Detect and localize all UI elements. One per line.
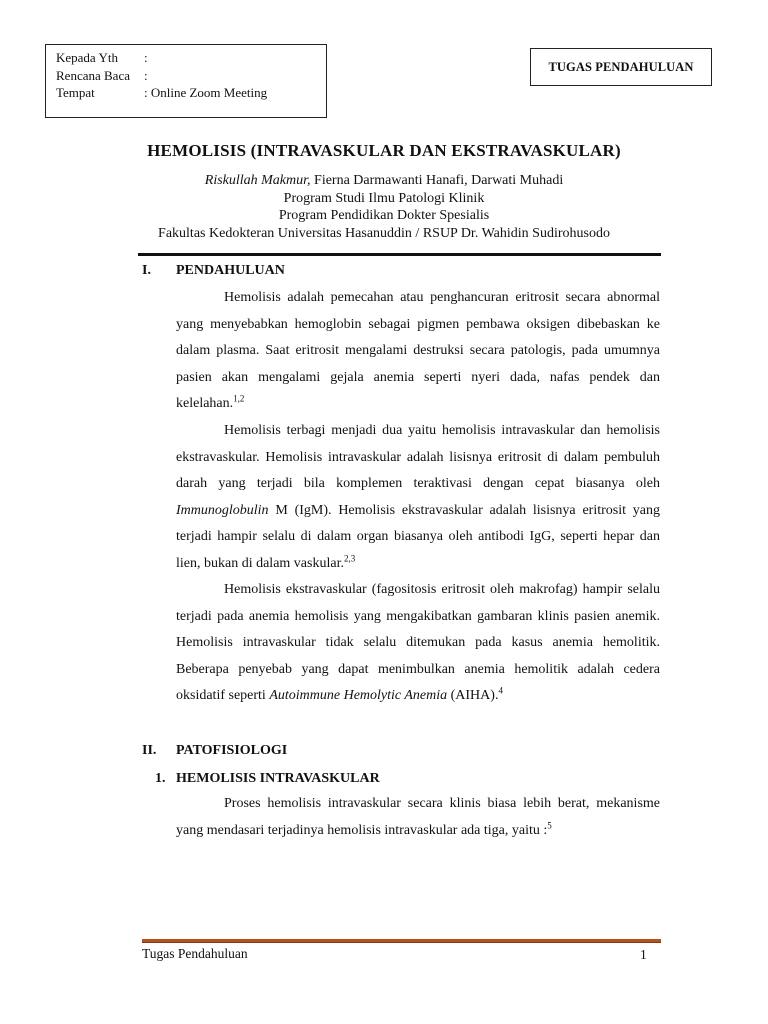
meta-label: Rencana Baca bbox=[56, 67, 130, 83]
document-type-tag bbox=[530, 48, 712, 86]
paragraph-4 bbox=[176, 791, 660, 844]
paragraph-4-text: Proses hemolisis intravaskular secara klinis biasa lebih berat, mekanisme yang mendasari terjadinya hemolisis intravaskular ada tiga, yaitu : bbox=[176, 796, 660, 838]
paragraph-2 bbox=[176, 418, 660, 577]
subsection-1-number: 1. bbox=[155, 771, 166, 786]
meta-row-recipient bbox=[56, 49, 316, 67]
citation-ref: 1,2 bbox=[233, 393, 245, 404]
citation-ref: 5 bbox=[547, 819, 552, 830]
meta-value: : bbox=[144, 67, 148, 83]
author-line bbox=[0, 172, 768, 190]
paragraph-2-emphasis: Immunoglobulin bbox=[176, 502, 269, 518]
paragraph-2-text-b: M (IgM). Hemolisis ekstravaskular adalah lisisnya eritrosit yang terjadi hampir selalu di dalam organ biasanya oleh antibodi IgG, seperti hepar dan lien, bukan di dalam vaskular. bbox=[176, 502, 660, 571]
meta-value: : Online Zoom Meeting bbox=[144, 85, 268, 100]
page-number: 1 bbox=[640, 947, 647, 962]
meta-label: Kepada Yth bbox=[56, 50, 118, 65]
meta-row-location bbox=[56, 84, 316, 102]
co-authors: Fierna Darmawanti Hanafi, Darwati Muhadi bbox=[310, 173, 564, 188]
footer-label: Tugas Pendahuluan bbox=[142, 946, 248, 961]
section-1-number: I. bbox=[142, 263, 151, 278]
affiliation-program: Program Studi Ilmu Patologi Klinik bbox=[283, 190, 485, 206]
title-divider bbox=[138, 253, 661, 256]
paragraph-3-text-a: Hemolisis ekstravaskular (fagositosis eritrosit oleh makrofag) hampir selalu terjadi pada anemia hemolisis yang mengakibatkan gambaran klinis pasien anemik. Hemolisis intravaskular tidak selalu ditemukan pada kasus anemia hemolitik. Beberapa penyebab yang dapat menimbulkan anemia hemolitik adalah cedera oksidatif seperti bbox=[176, 582, 660, 703]
section-2-number: II. bbox=[142, 743, 157, 758]
paragraph-1-text: Hemolisis adalah pemecahan atau penghancuran eritrosit secara abnormal yang menyebabkan hemoglobin sebagai pigmen pembawa oksigen dibebaskan ke dalam plasma. Saat eritrosit mengalami destruksi secara patologis, pada umumnya pasien akan mengalami gejala anemia seperti nyeri dada, nafas pendek dan kelelahan. bbox=[176, 290, 660, 411]
section-1-title: PENDAHULUAN bbox=[176, 263, 285, 278]
paragraph-3 bbox=[176, 577, 660, 710]
paragraph-1 bbox=[176, 285, 660, 418]
section-2-title: PATOFISIOLOGI bbox=[176, 743, 288, 758]
citation-ref: 2,3 bbox=[343, 552, 356, 563]
footer-divider bbox=[142, 939, 661, 942]
affiliation-education: Program Pendidikan Dokter Spesialis bbox=[278, 208, 490, 223]
document-type-label: TUGAS PENDAHULUAN bbox=[548, 59, 694, 74]
paragraph-3-text-b: (AIHA). bbox=[447, 688, 499, 703]
affiliation-institution: Fakultas Kedokteran Universitas Hasanuddin / RSUP Dr. Wahidin Sudirohusodo bbox=[158, 225, 610, 241]
author-block bbox=[0, 172, 768, 242]
meta-value: : bbox=[144, 50, 148, 65]
document-title: HEMOLISIS (INTRAVASKULAR DAN EKSTRAVASKULAR) bbox=[147, 141, 621, 160]
subsection-1-title: HEMOLISIS INTRAVASKULAR bbox=[176, 771, 380, 786]
lead-author: Riskullah Makmur, bbox=[204, 173, 311, 188]
meta-row-reading-plan bbox=[56, 67, 316, 85]
paragraph-3-emphasis: Autoimmune Hemolytic Anemia bbox=[269, 688, 448, 703]
citation-ref: 4 bbox=[498, 685, 503, 696]
paragraph-2-text-a: Hemolisis terbagi menjadi dua yaitu hemolisis intravaskular dan hemolisis ekstravaskular. Hemolisis intravaskular adalah lisisnya eritrosit di dalam pembuluh darah yang terjadi bila komplemen teraktivasi dengan cepat biasanya oleh bbox=[176, 423, 660, 491]
meta-label: Tempat bbox=[56, 85, 95, 100]
letter-meta-box bbox=[45, 44, 327, 118]
